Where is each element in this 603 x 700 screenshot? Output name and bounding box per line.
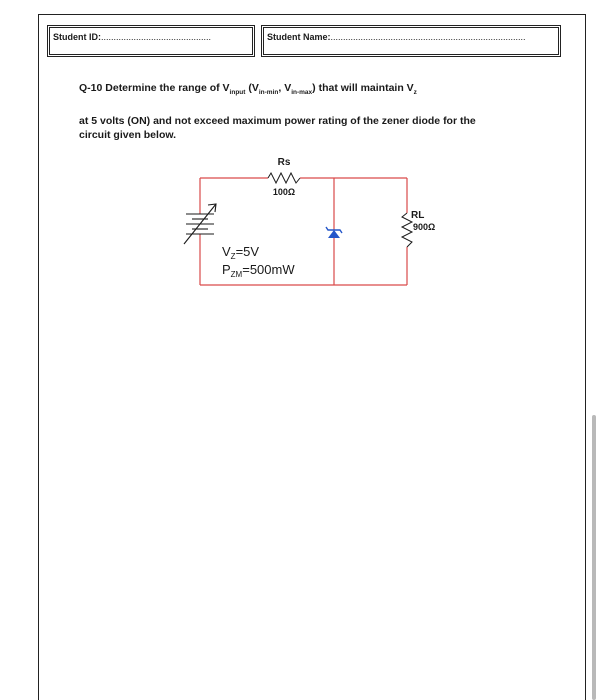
- rl-value: 900Ω: [413, 222, 436, 232]
- question-text-part: ) that will maintain V: [312, 82, 414, 94]
- rs-value: 100Ω: [272, 187, 296, 197]
- question-number: Q-10: [79, 82, 103, 94]
- vz-spec: $V_Z=5V$: [222, 244, 260, 261]
- student-id-label: Student ID:: [53, 32, 101, 42]
- question-line-3: circuit given below.: [79, 129, 177, 142]
- zener-diode-body: [328, 230, 340, 238]
- vmin-subscript: in-min: [258, 89, 279, 97]
- vz-subscript: z: [413, 89, 417, 97]
- pzm-spec: $P_{ZM}=500mW$: [222, 262, 295, 279]
- question-text-part: , V: [278, 82, 292, 94]
- student-name-label: Student Name:: [267, 32, 331, 42]
- student-name-dots: ..............................................................................: [330, 32, 526, 42]
- question-text-part: Determine the range of V: [105, 82, 230, 94]
- rl-label: RL: [411, 210, 425, 221]
- vmax-subscript: in-max: [291, 89, 313, 97]
- rs-label: Rs: [277, 157, 291, 168]
- scrollbar[interactable]: [592, 415, 596, 700]
- rs-resistor: [268, 173, 300, 183]
- student-id-dots: ............................................: [101, 32, 212, 42]
- circuit-wires: [200, 178, 407, 285]
- question-text-part: (V: [245, 82, 259, 94]
- question-line-2: at 5 volts (ON) and not exceed maximum power rating of the zener diode for the: [79, 115, 476, 128]
- vinput-subscript: input: [229, 89, 246, 97]
